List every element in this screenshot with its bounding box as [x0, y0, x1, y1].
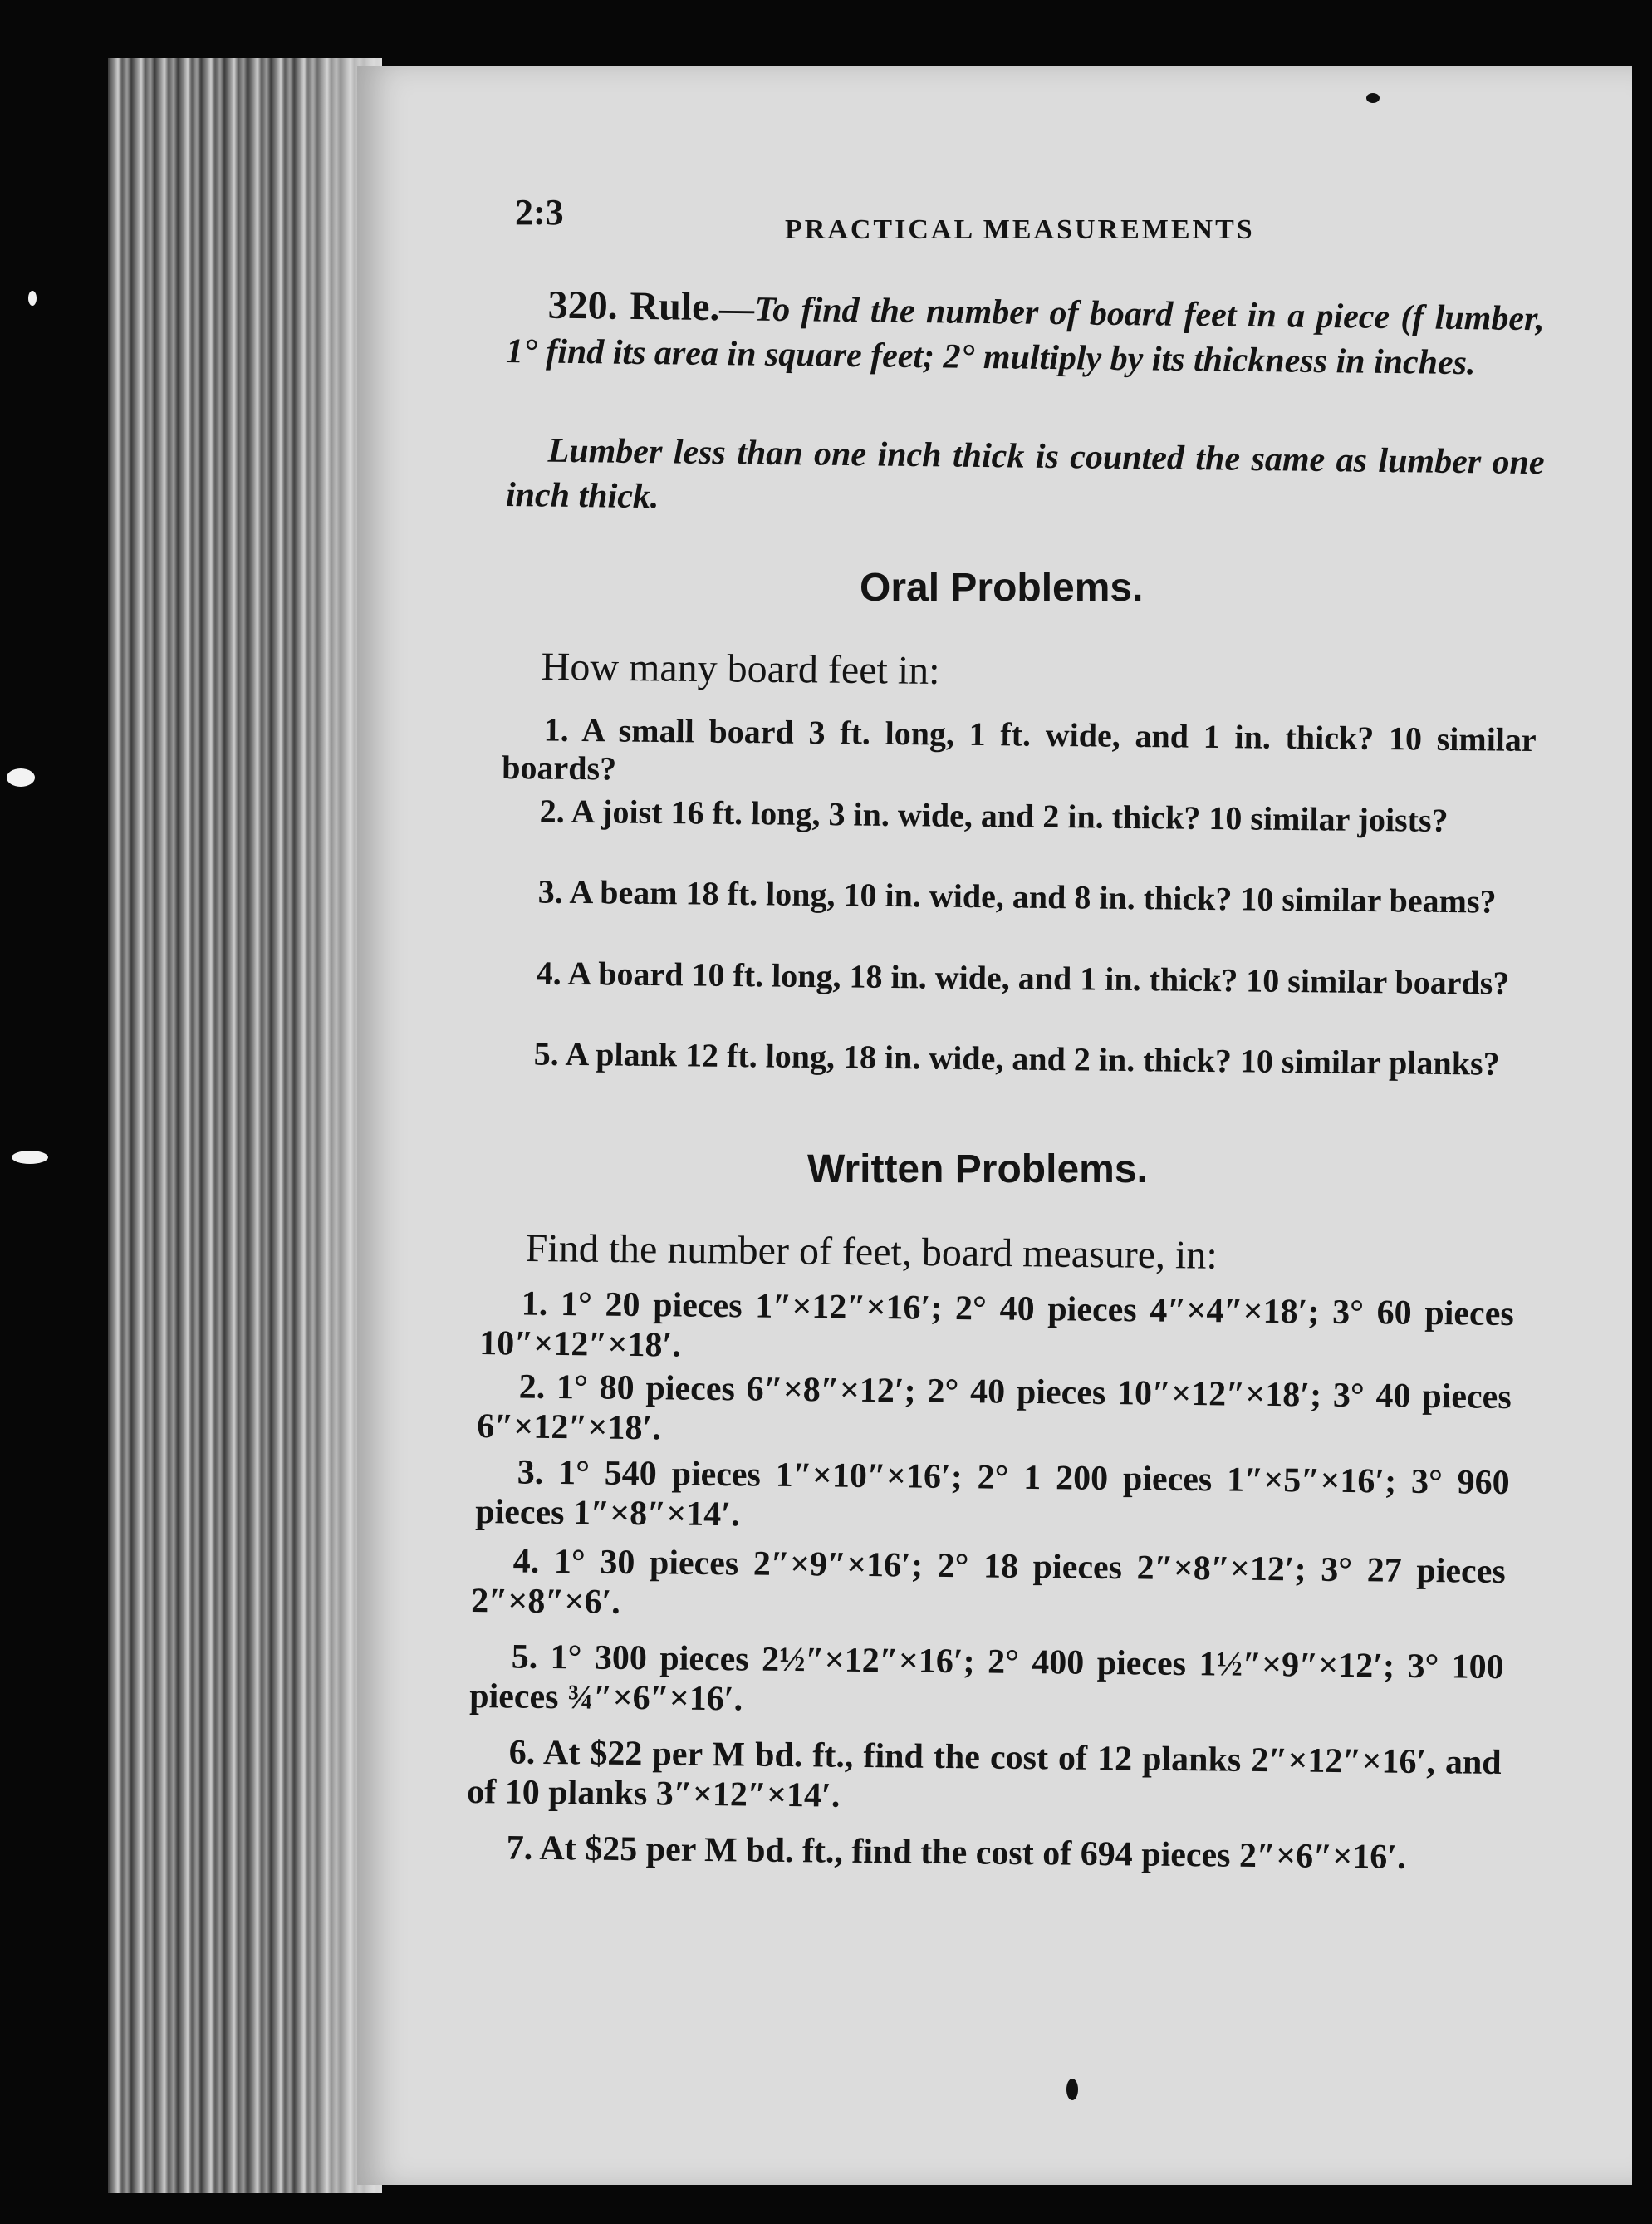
- ink-spot: [1366, 93, 1380, 103]
- running-title: PRACTICAL MEASUREMENTS: [785, 214, 1255, 245]
- problem-number: 1.: [543, 710, 569, 749]
- problem-text: A board 10 ft. long, 18 in. wide, and 1 in. thick? 10 similar boards?: [567, 954, 1510, 1002]
- problem-text: 1° 30 pieces 2″×9″×16′; 2° 18 pieces 2″×8″×12′; 3° 27 pieces 2″×8″×6′.: [471, 1543, 1506, 1622]
- rule-lead: 320. Rule.: [547, 282, 720, 330]
- problem-number: 4.: [512, 1542, 540, 1581]
- oral-problems-intro: How many board feet in:: [541, 644, 940, 694]
- problem-number: 5.: [533, 1034, 559, 1073]
- problem-number: 3.: [517, 1453, 544, 1492]
- written-problems-heading: Written Problems.: [807, 1147, 1148, 1191]
- problem-text: A plank 12 ft. long, 18 in. wide, and 2 in. thick? 10 similar planks?: [565, 1034, 1500, 1083]
- problem-number: 3.: [537, 872, 563, 911]
- written-problem: [475, 1452, 1510, 1543]
- paper-speck: [28, 291, 37, 306]
- problem-text: 1° 540 pieces 1″×10″×16′; 2° 1 200 pieces 1″×5″×16′; 3° 960 pieces 1″×8″×14′.: [475, 1454, 1510, 1534]
- problem-text: At $22 per M bd. ft., find the cost of 12 planks 2″×12″×16′, and of 10 planks 3″×12″×14′.: [467, 1733, 1502, 1815]
- rule-text: —To find the number of board feet in a piece (f lumber, 1° find its area in square feet; 2° multiply by its thickness in inches.: [505, 290, 1545, 383]
- lumber-note: [506, 428, 1545, 530]
- paper-speck: [7, 768, 35, 787]
- written-problem: [477, 1367, 1512, 1457]
- written-problem: [471, 1541, 1506, 1632]
- ink-spot: [1066, 2079, 1078, 2100]
- lumber-note-text: Lumber less than one inch thick is counted the same as lumber one inch thick.: [505, 431, 1545, 517]
- problem-number: 2.: [518, 1367, 546, 1407]
- problem-text: 1° 300 pieces 2½″×12″×16′; 2° 400 pieces 1½″×9″×12′; 3° 100 pieces ¾″×6″×16′.: [469, 1638, 1504, 1719]
- oral-problems-heading: Oral Problems.: [860, 566, 1144, 610]
- written-problem: [467, 1732, 1502, 1823]
- problem-number: 1.: [521, 1284, 548, 1323]
- rule-paragraph: [506, 282, 1545, 386]
- problem-number: 7.: [506, 1829, 533, 1868]
- problem-number: 4.: [536, 954, 561, 992]
- problem-text: 1° 80 pieces 6″×8″×12′; 2° 40 pieces 10″×12″×18′; 3° 40 pieces 6″×12″×18′.: [477, 1367, 1512, 1448]
- problem-text: At $25 per M bd. ft., find the cost of 694 pieces 2″×6″×16′.: [539, 1829, 1406, 1877]
- written-problem: [469, 1637, 1504, 1727]
- problem-number: 6.: [508, 1733, 536, 1772]
- problem-text: A joist 16 ft. long, 3 in. wide, and 2 in. thick? 10 similar joists?: [571, 792, 1449, 839]
- written-problems-intro: Find the number of feet, board measure, in:: [525, 1226, 1218, 1278]
- problem-text: A beam 18 ft. long, 10 in. wide, and 8 in. thick? 10 similar beams?: [569, 872, 1497, 921]
- problem-text: 1° 20 pieces 1″×12″×16′; 2° 40 pieces 4″×4″×18′; 3° 60 pieces 10″×12″×18′.: [479, 1285, 1514, 1365]
- problem-text: A small board 3 ft. long, 1 ft. wide, and 1 in. thick? 10 similar boards?: [502, 711, 1537, 788]
- page-number: 2:3: [515, 192, 564, 233]
- problem-number: 5.: [511, 1637, 538, 1677]
- oral-problem: [502, 710, 1537, 798]
- paper-speck: [12, 1151, 48, 1164]
- written-problem: [479, 1284, 1514, 1374]
- problem-number: 2.: [539, 792, 565, 830]
